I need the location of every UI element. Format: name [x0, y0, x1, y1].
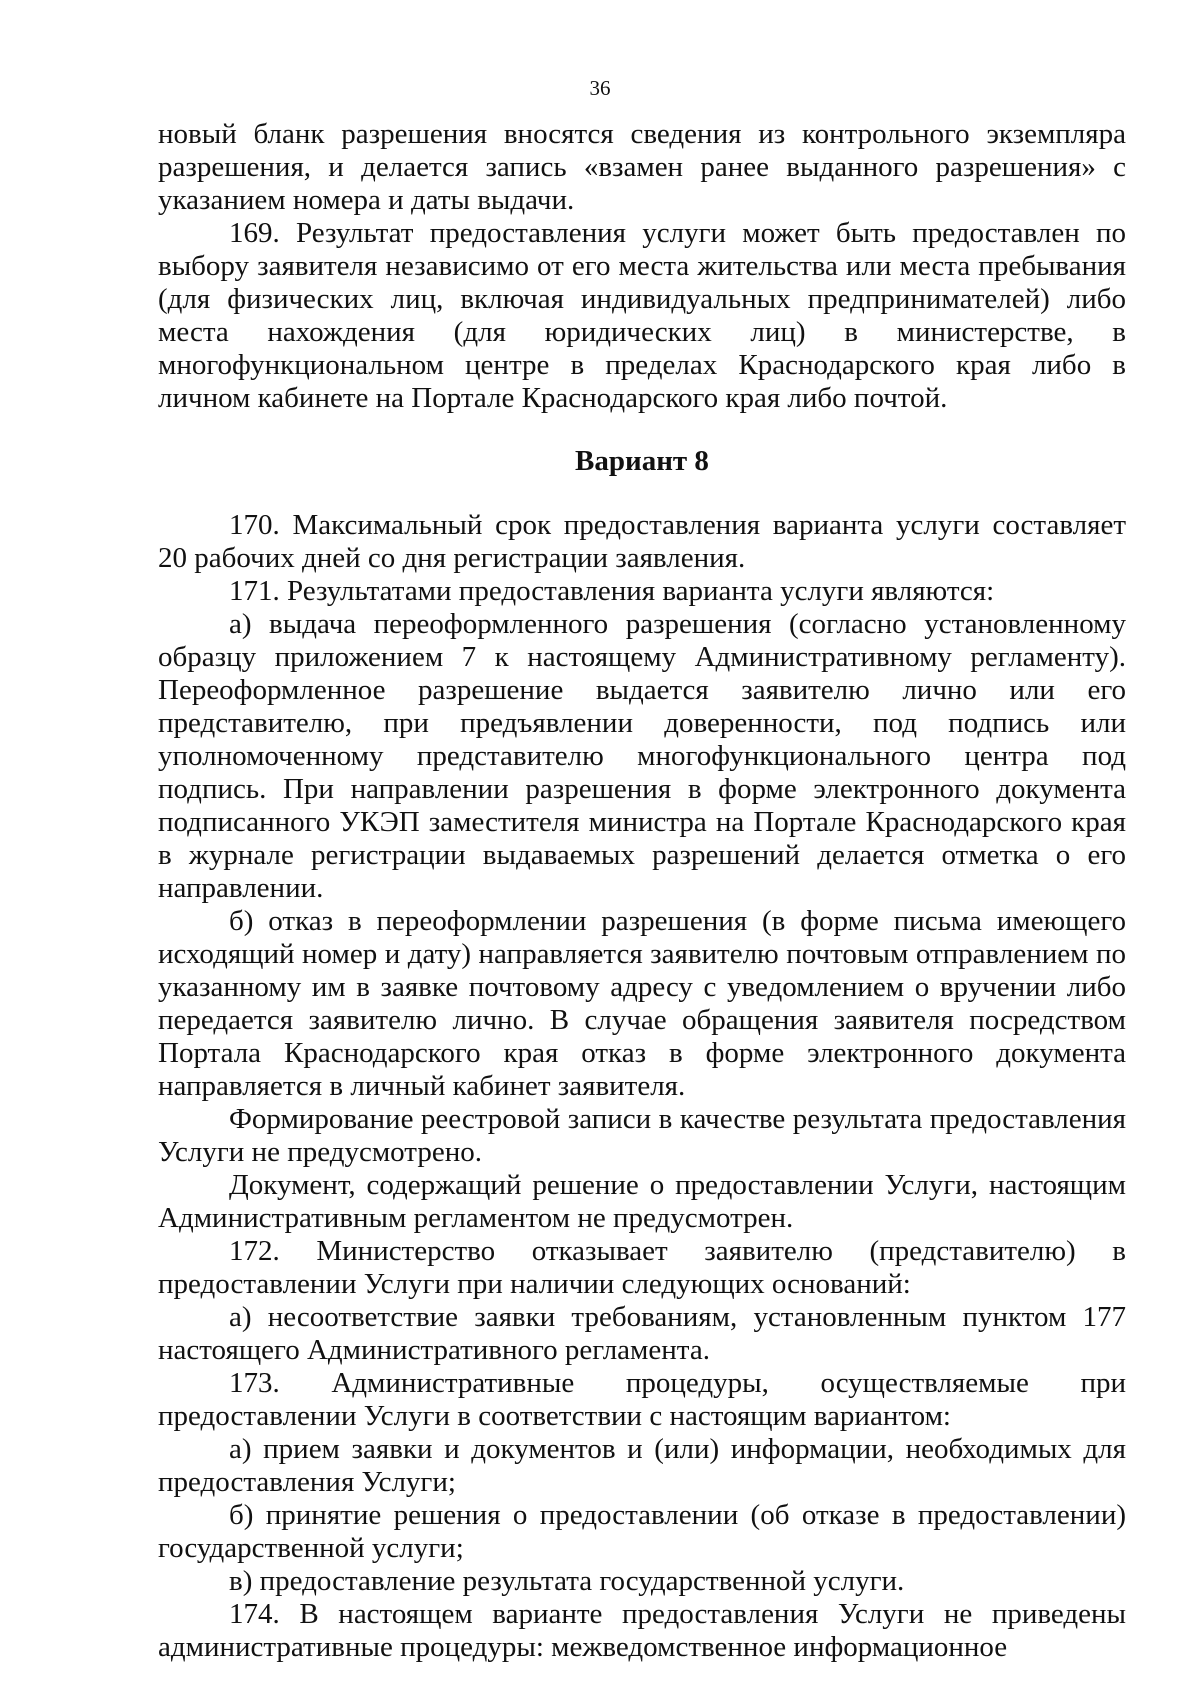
document-body	[158, 118, 1126, 1664]
paragraph-173-c: в) предоставление результата государственной услуги.	[229, 1565, 905, 1597]
paragraph-174: 174. В настоящем варианте предоставления Услуги не приведены административные процедуры: межведомственное информационное	[158, 1598, 1126, 1663]
paragraph-173-b: б) принятие решения о предоставлении (об отказе в предоставлении) государственной услуги;	[158, 1499, 1126, 1564]
paragraph-169: 169. Результат предоставления услуги может быть предоставлен по выбору заявителя независимо от его места жительства или места пребывания (для физических лиц, включая индивидуальных предпринимателей) либо места нахождения (для юридических лиц) в министерстве, в многофункциональном центре в пределах Краснодарского края либо в личном кабинете на Портале Краснодарского края либо почтой.	[158, 217, 1126, 414]
section-heading: Вариант 8	[575, 445, 709, 477]
paragraph-173: 173. Административные процедуры, осуществляемые при предоставлении Услуги в соответствии с настоящим вариантом:	[158, 1367, 1126, 1432]
paragraph-171-b: б) отказ в переоформлении разрешения (в форме письма имеющего исходящий номер и дату) направляется заявителю почтовым отправлением по указанному им в заявке почтовому адресу с уведомлением о вручении либо передается заявителю лично. В случае обращения заявителя посредством Портала Краснодарского края отказ в форме электронного документа направляется в личный кабинет заявителя.	[158, 905, 1126, 1102]
paragraph-171: 171. Результатами предоставления варианта услуги являются:	[229, 575, 995, 607]
paragraph-172: 172. Министерство отказывает заявителю (представителю) в предоставлении Услуги при наличии следующих оснований:	[158, 1235, 1126, 1300]
paragraph-registry-record: Формирование реестровой записи в качестве результата предоставления Услуги не предусмотрено.	[158, 1103, 1126, 1168]
paragraph-173-a: а) прием заявки и документов и (или) информации, необходимых для предоставления Услуги;	[158, 1433, 1126, 1498]
paragraph-170: 170. Максимальный срок предоставления варианта услуги составляет 20 рабочих дней со дня регистрации заявления.	[158, 509, 1126, 574]
paragraph-172-a: а) несоответствие заявки требованиям, установленным пунктом 177 настоящего Административного регламента.	[158, 1301, 1126, 1366]
paragraph-continuation: новый бланк разрешения вносятся сведения из контрольного экземпляра разрешения, и делается запись «взамен ранее выданного разрешения» с указанием номера и даты выдачи.	[158, 118, 1126, 216]
page-number: 36	[589, 76, 611, 100]
paragraph-decision-document: Документ, содержащий решение о предоставлении Услуги, настоящим Административным регламентом не предусмотрен.	[158, 1169, 1126, 1234]
paragraph-171-a: а) выдача переоформленного разрешения (согласно установленному образцу приложением 7 к настоящему Административному регламенту). Переоформленное разрешение выдается заявителю лично или его представителю, при предъявлении доверенности, под подпись или уполномоченному представителю многофункционального центра под подпись. При направлении разрешения в форме электронного документа подписанного УКЭП заместителя министра на Портале Краснодарского края в журнале регистрации выдаваемых разрешений делается отметка о его направлении.	[158, 608, 1126, 904]
